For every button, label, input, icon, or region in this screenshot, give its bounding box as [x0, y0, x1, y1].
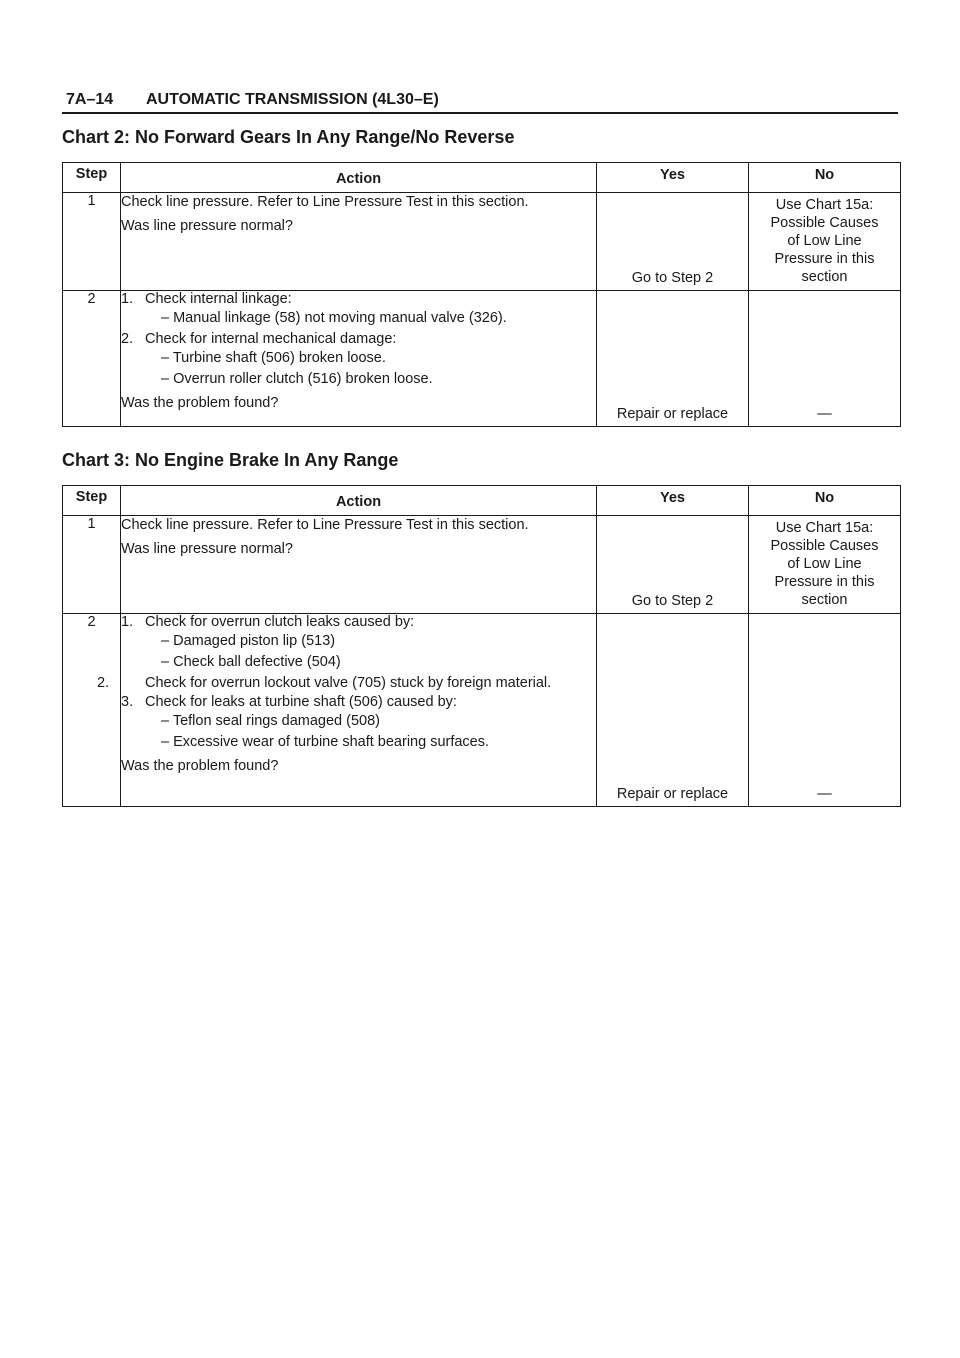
yes-cell	[597, 193, 749, 291]
sub-item: – Teflon seal rings damaged (508)	[161, 713, 380, 729]
yes-cell	[597, 291, 749, 427]
table-row	[63, 193, 901, 291]
step-number: 1	[63, 516, 121, 614]
no-result: Use Chart 15a: Possible Causes of Low Line Pressure in this section	[770, 520, 879, 608]
sub-list	[121, 310, 596, 327]
table-header-row	[63, 163, 901, 193]
action-text: Check line pressure. Refer to Line Pressure Test in this section.	[121, 194, 529, 210]
no-cell	[749, 614, 901, 807]
yes-result: Repair or replace	[616, 406, 729, 422]
sub-item: – Damaged piston lip (513)	[161, 633, 336, 649]
col-header-action: Action	[121, 486, 597, 516]
chart2-title: Chart 2: No Forward Gears In Any Range/No Reverse	[62, 127, 515, 147]
sub-list	[121, 713, 596, 751]
step-number: 2	[63, 614, 121, 807]
section-title: AUTOMATIC TRANSMISSION (4L30–E)	[146, 91, 439, 108]
action-question: Was line pressure normal?	[121, 541, 293, 557]
page-header	[62, 90, 898, 114]
action-list	[97, 614, 596, 751]
table-header-row	[63, 486, 901, 516]
no-result: Use Chart 15a: Possible Causes of Low Line Pressure in this section	[770, 197, 879, 285]
action-cell	[121, 193, 597, 291]
list-item: 3. Check for leaks at turbine shaft (506) caused by: – Teflon seal rings damaged (508) – Excessive wear of turbine shaft bearing surfaces.	[121, 694, 596, 751]
step-number: 1	[63, 193, 121, 291]
col-header-action: Action	[121, 163, 597, 193]
col-header-yes: Yes	[597, 486, 749, 516]
list-item: 2. Check for internal mechanical damage: – Turbine shaft (506) broken loose. – Overrun roller clutch (516) broken loose.	[121, 331, 596, 388]
chart2-table	[62, 162, 901, 427]
action-question: Was the problem found?	[121, 395, 279, 411]
table-row	[63, 614, 901, 807]
page-number: 7A–14	[66, 91, 114, 108]
col-header-step: Step	[63, 486, 121, 516]
col-header-no: No	[749, 486, 901, 516]
list-item: 2. Check for overrun lockout valve (705) stuck by foreign material.	[97, 675, 552, 691]
sub-list	[121, 633, 596, 671]
list-item: 1. Check for overrun clutch leaks caused by: – Damaged piston lip (513) – Check ball defective (504)	[121, 614, 596, 671]
action-cell	[97, 614, 597, 807]
yes-result: Repair or replace	[616, 786, 729, 802]
sub-list	[121, 350, 596, 388]
no-result: —	[817, 406, 832, 422]
action-text: Check line pressure. Refer to Line Pressure Test in this section.	[121, 517, 529, 533]
sub-item: – Check ball defective (504)	[161, 654, 341, 670]
table-row	[63, 291, 901, 427]
col-header-step: Step	[63, 163, 121, 193]
sub-item: – Manual linkage (58) not moving manual valve (326).	[161, 310, 507, 326]
action-cell	[121, 291, 597, 427]
sub-item: – Excessive wear of turbine shaft bearing surfaces.	[161, 734, 490, 750]
yes-cell	[597, 516, 749, 614]
no-cell	[749, 291, 901, 427]
action-list	[121, 291, 596, 388]
col-header-yes: Yes	[597, 163, 749, 193]
table-row	[63, 516, 901, 614]
yes-result: Go to Step 2	[631, 593, 714, 609]
step-number: 2	[63, 291, 121, 427]
yes-cell	[597, 614, 749, 807]
chart3-title: Chart 3: No Engine Brake In Any Range	[62, 450, 399, 470]
action-question: Was the problem found?	[121, 758, 279, 774]
yes-result: Go to Step 2	[631, 270, 714, 286]
chart3-table	[62, 485, 901, 807]
action-cell	[121, 516, 597, 614]
list-item: 1. Check internal linkage: – Manual linkage (58) not moving manual valve (326).	[121, 291, 596, 327]
no-cell	[749, 516, 901, 614]
sub-item: – Overrun roller clutch (516) broken loose.	[161, 371, 433, 387]
no-result: —	[817, 786, 832, 802]
sub-item: – Turbine shaft (506) broken loose.	[161, 350, 386, 366]
no-cell	[749, 193, 901, 291]
action-question: Was line pressure normal?	[121, 218, 293, 234]
col-header-no: No	[749, 163, 901, 193]
